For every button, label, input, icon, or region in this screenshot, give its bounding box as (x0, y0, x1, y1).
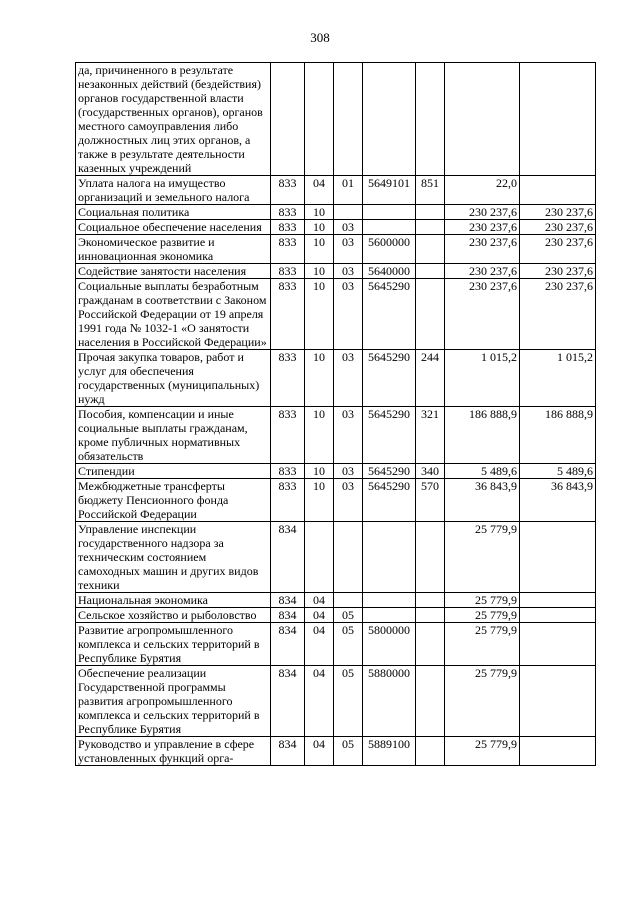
table-row (76, 264, 596, 279)
row-c3-cell (334, 205, 363, 220)
row-v1-cell: 230 237,6 (445, 235, 520, 264)
row-c5-cell (416, 522, 445, 593)
row-c2-cell (305, 63, 334, 176)
row-v2-cell (520, 623, 596, 666)
row-c1-cell: 834 (271, 608, 305, 623)
row-c4-cell: 5645290 (363, 479, 416, 522)
row-v1-cell: 25 779,9 (445, 608, 520, 623)
row-c1-cell: 833 (271, 205, 305, 220)
row-v2-cell (520, 737, 596, 766)
row-c3-cell: 01 (334, 176, 363, 205)
row-c4-cell: 5649101 (363, 176, 416, 205)
row-v2-cell: 230 237,6 (520, 235, 596, 264)
row-v2-cell: 230 237,6 (520, 279, 596, 350)
row-c1-cell: 834 (271, 666, 305, 737)
row-c3-cell: 03 (334, 464, 363, 479)
table-row (76, 350, 596, 407)
row-name-cell: Прочая закупка товаров, работ и услуг для обеспечения государственных (муниципальных) нужд (76, 350, 271, 407)
row-c4-cell (363, 522, 416, 593)
row-c5-cell (416, 264, 445, 279)
row-v2-cell (520, 593, 596, 608)
row-c5-cell: 851 (416, 176, 445, 205)
row-v1-cell: 25 779,9 (445, 666, 520, 737)
row-c1-cell: 834 (271, 522, 305, 593)
row-c3-cell: 05 (334, 623, 363, 666)
row-c1-cell: 833 (271, 464, 305, 479)
row-c4-cell: 5800000 (363, 623, 416, 666)
row-v2-cell: 1 015,2 (520, 350, 596, 407)
row-c3-cell: 05 (334, 666, 363, 737)
row-v1-cell: 36 843,9 (445, 479, 520, 522)
row-name-cell: Межбюджетные трансферты бюджету Пенсионного фонда Российской Федерации (76, 479, 271, 522)
row-c4-cell (363, 220, 416, 235)
table-row (76, 522, 596, 593)
row-v1-cell: 25 779,9 (445, 737, 520, 766)
row-c2-cell (305, 522, 334, 593)
row-c1-cell: 833 (271, 220, 305, 235)
row-v2-cell: 230 237,6 (520, 220, 596, 235)
row-c5-cell: 340 (416, 464, 445, 479)
row-c5-cell: 570 (416, 479, 445, 522)
row-c5-cell (416, 63, 445, 176)
row-v2-cell: 5 489,6 (520, 464, 596, 479)
row-v1-cell: 230 237,6 (445, 279, 520, 350)
row-v1-cell: 5 489,6 (445, 464, 520, 479)
row-c2-cell: 04 (305, 176, 334, 205)
row-c4-cell: 5645290 (363, 407, 416, 464)
row-v2-cell: 230 237,6 (520, 205, 596, 220)
row-c4-cell (363, 205, 416, 220)
row-c4-cell: 5645290 (363, 464, 416, 479)
page-number: 308 (310, 30, 330, 45)
row-name-cell: Руководство и управление в сфере установленных функций орга- (76, 737, 271, 766)
row-c2-cell: 10 (305, 479, 334, 522)
table-row (76, 464, 596, 479)
row-c1-cell: 833 (271, 176, 305, 205)
row-c3-cell: 03 (334, 220, 363, 235)
row-c3-cell: 05 (334, 608, 363, 623)
row-c5-cell (416, 205, 445, 220)
row-v1-cell: 1 015,2 (445, 350, 520, 407)
row-c2-cell: 04 (305, 608, 334, 623)
row-v2-cell: 36 843,9 (520, 479, 596, 522)
row-name-cell: Обеспечение реализации Государственной программы развития агропромышленного комплекса и сельских территорий в Республике Бурятия (76, 666, 271, 737)
row-name-cell: Управление инспекции государственного надзора за техническим состоянием самоходных машин и других видов техники (76, 522, 271, 593)
row-c4-cell: 5889100 (363, 737, 416, 766)
budget-table (75, 62, 596, 766)
row-v2-cell (520, 176, 596, 205)
table-row (76, 623, 596, 666)
row-c2-cell: 10 (305, 264, 334, 279)
table-row (76, 666, 596, 737)
row-name-cell: Пособия, компенсации и иные социальные выплаты гражданам, кроме публичных нормативных обязательств (76, 407, 271, 464)
row-c5-cell (416, 220, 445, 235)
row-c3-cell: 03 (334, 350, 363, 407)
row-c3-cell: 03 (334, 407, 363, 464)
row-c2-cell: 04 (305, 666, 334, 737)
row-c2-cell: 04 (305, 737, 334, 766)
row-c4-cell: 5640000 (363, 264, 416, 279)
row-v2-cell (520, 522, 596, 593)
row-c3-cell (334, 63, 363, 176)
row-name-cell: Содействие занятости населения (76, 264, 271, 279)
row-c4-cell: 5645290 (363, 350, 416, 407)
row-c3-cell: 03 (334, 235, 363, 264)
row-name-cell: Экономическое развитие и инновационная экономика (76, 235, 271, 264)
table-row (76, 235, 596, 264)
table-row (76, 205, 596, 220)
row-name-cell: Сельское хозяйство и рыболовство (76, 608, 271, 623)
row-v1-cell: 25 779,9 (445, 623, 520, 666)
row-c3-cell: 05 (334, 737, 363, 766)
row-name-cell: Уплата налога на имущество организаций и земельного налога (76, 176, 271, 205)
row-c2-cell: 10 (305, 279, 334, 350)
table-row (76, 220, 596, 235)
row-c4-cell: 5880000 (363, 666, 416, 737)
row-v2-cell (520, 608, 596, 623)
row-c3-cell (334, 593, 363, 608)
table-row (76, 479, 596, 522)
row-name-cell: Социальное обеспечение населения (76, 220, 271, 235)
row-c5-cell (416, 235, 445, 264)
row-c4-cell (363, 63, 416, 176)
row-v1-cell: 230 237,6 (445, 205, 520, 220)
row-c2-cell: 04 (305, 593, 334, 608)
row-c5-cell (416, 593, 445, 608)
row-c5-cell (416, 623, 445, 666)
row-c5-cell: 244 (416, 350, 445, 407)
row-v2-cell: 230 237,6 (520, 264, 596, 279)
table-row (76, 279, 596, 350)
row-c3-cell: 03 (334, 279, 363, 350)
row-c4-cell: 5645290 (363, 279, 416, 350)
row-c5-cell (416, 608, 445, 623)
table-row (76, 407, 596, 464)
row-c1-cell: 834 (271, 623, 305, 666)
row-c2-cell: 10 (305, 205, 334, 220)
row-c1-cell (271, 63, 305, 176)
row-c2-cell: 10 (305, 407, 334, 464)
row-c2-cell: 10 (305, 235, 334, 264)
row-v2-cell (520, 63, 596, 176)
row-c5-cell (416, 279, 445, 350)
row-c1-cell: 833 (271, 235, 305, 264)
row-name-cell: Социальная политика (76, 205, 271, 220)
row-v1-cell: 230 237,6 (445, 264, 520, 279)
row-c4-cell (363, 593, 416, 608)
row-v2-cell (520, 666, 596, 737)
table-row (76, 63, 596, 176)
table-row (76, 608, 596, 623)
row-c3-cell: 03 (334, 479, 363, 522)
table-body (76, 63, 596, 766)
row-c5-cell: 321 (416, 407, 445, 464)
row-c4-cell (363, 608, 416, 623)
row-c1-cell: 834 (271, 737, 305, 766)
row-v1-cell: 25 779,9 (445, 522, 520, 593)
row-name-cell: Развитие агропромышленного комплекса и сельских территорий в Республике Бурятия (76, 623, 271, 666)
row-name-cell: Социальные выплаты безработным гражданам в соответствии с Законом Российской Федерации от 19 апреля 1991 года № 1032-1 «О занятости населения в Российской Федерации» (76, 279, 271, 350)
row-name-cell: да, причиненного в результате незаконных действий (бездействия) органов государственной власти (государственных органов), органов местного самоуправления либо должностных лиц этих органов, а также в результате деятельности казенных учреждений (76, 63, 271, 176)
row-v1-cell: 25 779,9 (445, 593, 520, 608)
table-row (76, 593, 596, 608)
row-v1-cell: 22,0 (445, 176, 520, 205)
row-c5-cell (416, 737, 445, 766)
row-name-cell: Национальная экономика (76, 593, 271, 608)
row-c2-cell: 10 (305, 350, 334, 407)
row-name-cell: Стипендии (76, 464, 271, 479)
table-row (76, 176, 596, 205)
row-c2-cell: 10 (305, 464, 334, 479)
row-v2-cell: 186 888,9 (520, 407, 596, 464)
row-c3-cell (334, 522, 363, 593)
row-c1-cell: 833 (271, 264, 305, 279)
row-v1-cell: 186 888,9 (445, 407, 520, 464)
row-c1-cell: 833 (271, 350, 305, 407)
row-c2-cell: 04 (305, 623, 334, 666)
row-c4-cell: 5600000 (363, 235, 416, 264)
row-c1-cell: 833 (271, 279, 305, 350)
row-c1-cell: 834 (271, 593, 305, 608)
table-row (76, 737, 596, 766)
row-c2-cell: 10 (305, 220, 334, 235)
row-v1-cell (445, 63, 520, 176)
row-c3-cell: 03 (334, 264, 363, 279)
row-c5-cell (416, 666, 445, 737)
row-c1-cell: 833 (271, 479, 305, 522)
row-c1-cell: 833 (271, 407, 305, 464)
row-v1-cell: 230 237,6 (445, 220, 520, 235)
